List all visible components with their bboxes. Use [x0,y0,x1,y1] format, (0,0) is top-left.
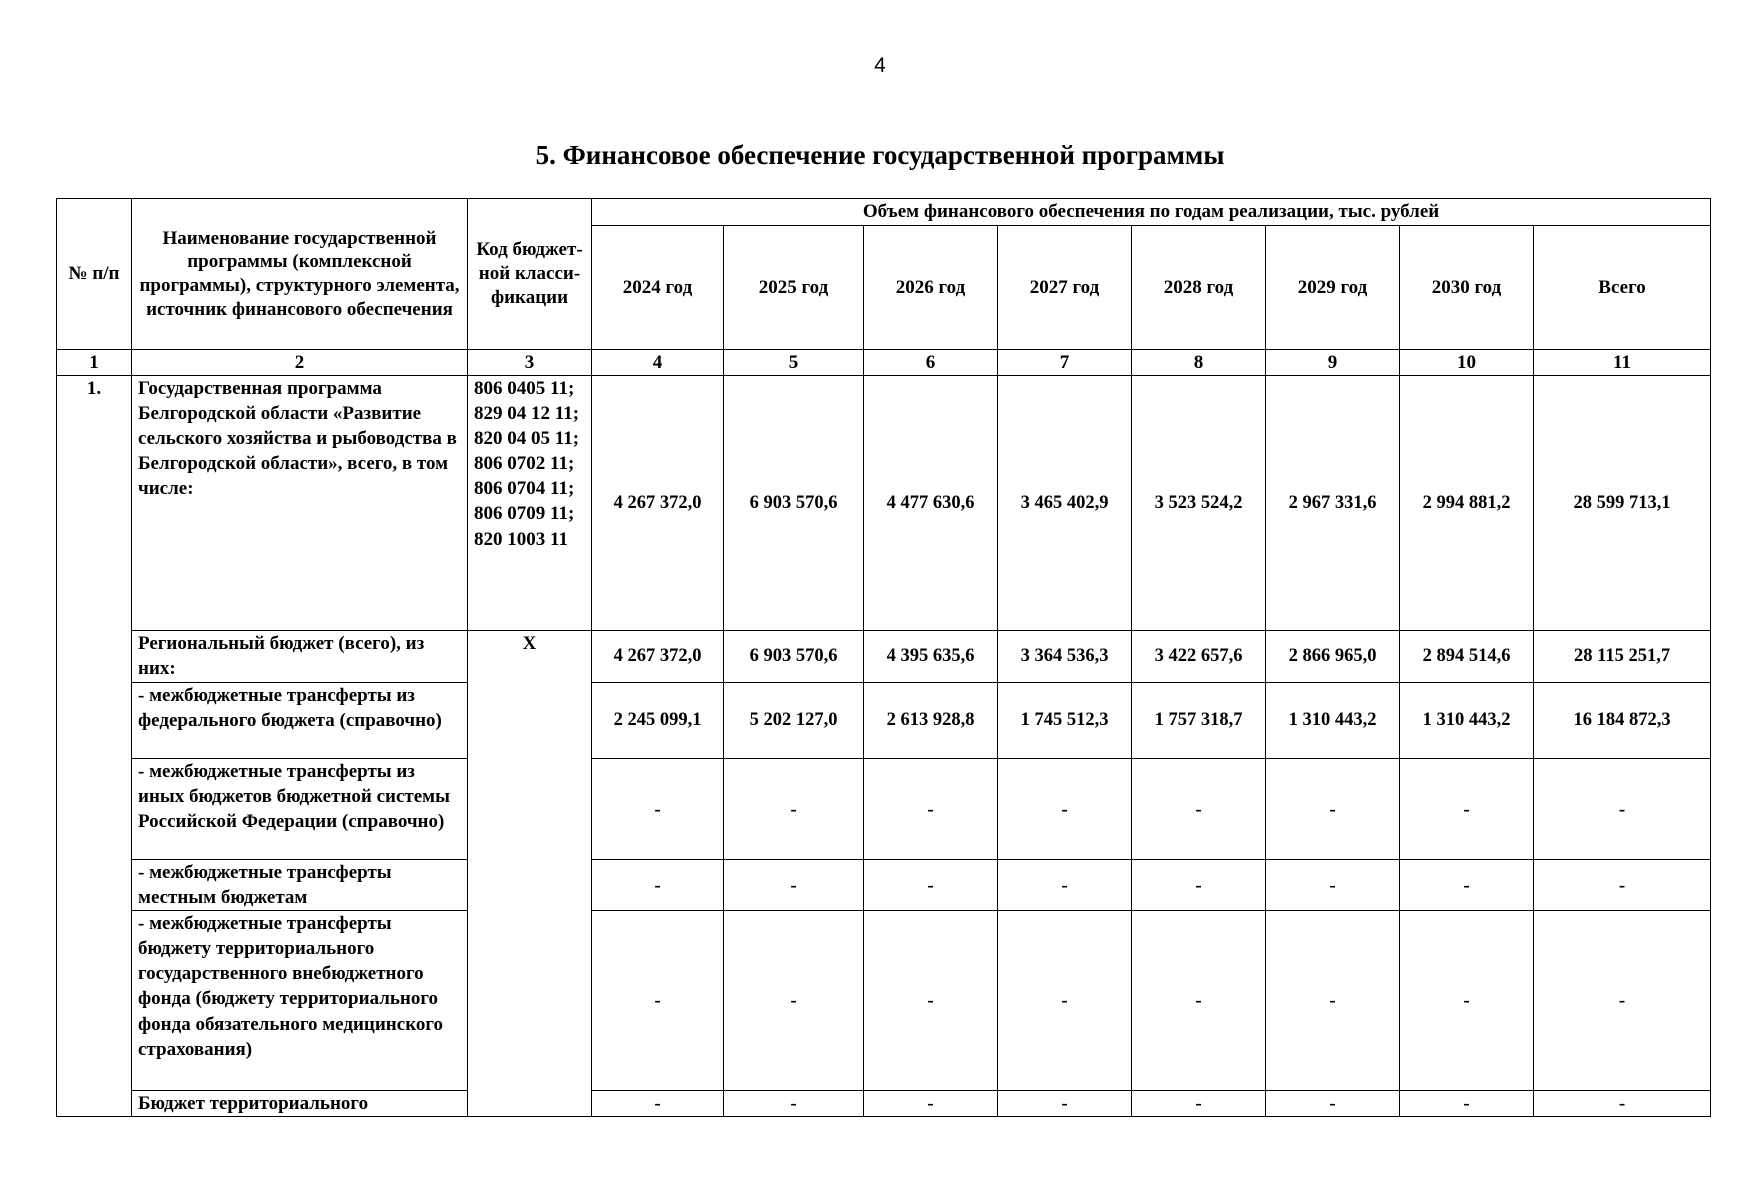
section-title: 5. Финансовое обеспечение государственной программы [535,140,1225,170]
table-row [57,683,1711,759]
value-cell: - [592,759,724,860]
value-total: 16 184 872,3 [1534,683,1711,759]
row-name: - межбюджетные трансферты из иных бюджетов бюджетной системы Российской Федерации (справочно) [132,759,468,860]
header-name: Наименование государственной программы (комплексной программы), структурного элемента, источник финансового обеспечения [132,199,468,350]
header-year: 2028 год [1132,226,1266,350]
value-total: - [1534,911,1711,1091]
value-cell: 1 310 443,2 [1400,683,1534,759]
value-cell: 2 613 928,8 [864,683,998,759]
header-year: 2027 год [998,226,1132,350]
table-row [57,911,1711,1091]
value-cell: 4 477 630,6 [864,376,998,631]
value-cell: - [1132,759,1266,860]
column-index: 7 [998,350,1132,376]
value-cell: - [1266,759,1400,860]
value-cell: - [1266,1091,1400,1117]
row-name: - межбюджетные трансферты из федерального бюджета (справочно) [132,683,468,759]
financing-table [56,198,1711,1117]
value-cell: - [724,1091,864,1117]
row-number: 1. [57,376,132,1117]
row-name: Государственная программа Белгородской области «Развитие сельского хозяйства и рыбоводства в Белгородской области», всего, в том числе: [132,376,468,631]
column-index: 1 [57,350,132,376]
value-cell: - [1266,860,1400,911]
value-cell: 3 465 402,9 [998,376,1132,631]
value-total: - [1534,860,1711,911]
header-total: Всего [1534,226,1711,350]
header-volume: Объем финансового обеспечения по годам реализации, тыс. рублей [592,199,1711,226]
value-cell: - [724,911,864,1091]
value-cell: 3 422 657,6 [1132,631,1266,683]
column-index: 8 [1132,350,1266,376]
value-cell: 2 994 881,2 [1400,376,1534,631]
value-cell: - [592,1091,724,1117]
value-cell: - [864,759,998,860]
header-year: 2029 год [1266,226,1400,350]
value-total: - [1534,1091,1711,1117]
value-cell: 3 523 524,2 [1132,376,1266,631]
value-cell: - [1132,860,1266,911]
value-cell: - [724,860,864,911]
value-cell: 3 364 536,3 [998,631,1132,683]
value-total: - [1534,759,1711,860]
value-cell: 1 757 318,7 [1132,683,1266,759]
column-index: 9 [1266,350,1400,376]
value-cell: 4 267 372,0 [592,376,724,631]
value-cell: - [998,1091,1132,1117]
header-year: 2030 год [1400,226,1534,350]
column-index: 6 [864,350,998,376]
row-name: - межбюджетные трансферты местным бюджетам [132,860,468,911]
table-row [57,631,1711,683]
value-cell: 5 202 127,0 [724,683,864,759]
value-cell: - [1400,759,1534,860]
table-row [57,759,1711,860]
value-cell: - [864,1091,998,1117]
value-cell: 6 903 570,6 [724,631,864,683]
value-cell: - [1400,860,1534,911]
header-year: 2026 год [864,226,998,350]
value-cell: 4 267 372,0 [592,631,724,683]
header-row-top [57,199,1711,226]
column-index: 10 [1400,350,1534,376]
value-cell: - [1266,911,1400,1091]
value-cell: - [1132,911,1266,1091]
table-row [57,860,1711,911]
row-code: X [468,631,592,1117]
value-cell: 1 310 443,2 [1266,683,1400,759]
header-year: 2025 год [724,226,864,350]
value-total: 28 599 713,1 [1534,376,1711,631]
value-cell: - [1400,1091,1534,1117]
value-cell: 6 903 570,6 [724,376,864,631]
value-cell: - [724,759,864,860]
value-cell: 2 245 099,1 [592,683,724,759]
value-cell: - [998,759,1132,860]
header-year: 2024 год [592,226,724,350]
value-total: 28 115 251,7 [1534,631,1711,683]
value-cell: - [592,911,724,1091]
row-name: Региональный бюджет (всего), из них: [132,631,468,683]
value-cell: 4 395 635,6 [864,631,998,683]
column-index: 4 [592,350,724,376]
header-num: № п/п [57,199,132,350]
value-cell: - [864,860,998,911]
value-cell: 2 866 965,0 [1266,631,1400,683]
column-index: 3 [468,350,592,376]
row-name: Бюджет территориального [132,1091,468,1117]
header-code: Код бюджет-ной класси-фикации [468,199,592,350]
value-cell: - [592,860,724,911]
page-number: 4 [874,54,886,77]
value-cell: 1 745 512,3 [998,683,1132,759]
row-name: - межбюджетные трансферты бюджету территориального государственного внебюджетного фонда (бюджету территориального фонда обязательного медицинского страхования) [132,911,468,1091]
column-index: 5 [724,350,864,376]
value-cell: - [1132,1091,1266,1117]
table-row [57,1091,1711,1117]
column-index: 11 [1534,350,1711,376]
value-cell: 2 967 331,6 [1266,376,1400,631]
table-row [57,376,1711,631]
row-code: 806 0405 11; 829 04 12 11; 820 04 05 11; 806 0702 11; 806 0704 11; 806 0709 11; 820 1003 11 [468,376,592,631]
value-cell: - [998,860,1132,911]
value-cell: - [1400,911,1534,1091]
value-cell: 2 894 514,6 [1400,631,1534,683]
value-cell: - [864,911,998,1091]
value-cell: - [998,911,1132,1091]
column-index-row [57,350,1711,376]
column-index: 2 [132,350,468,376]
